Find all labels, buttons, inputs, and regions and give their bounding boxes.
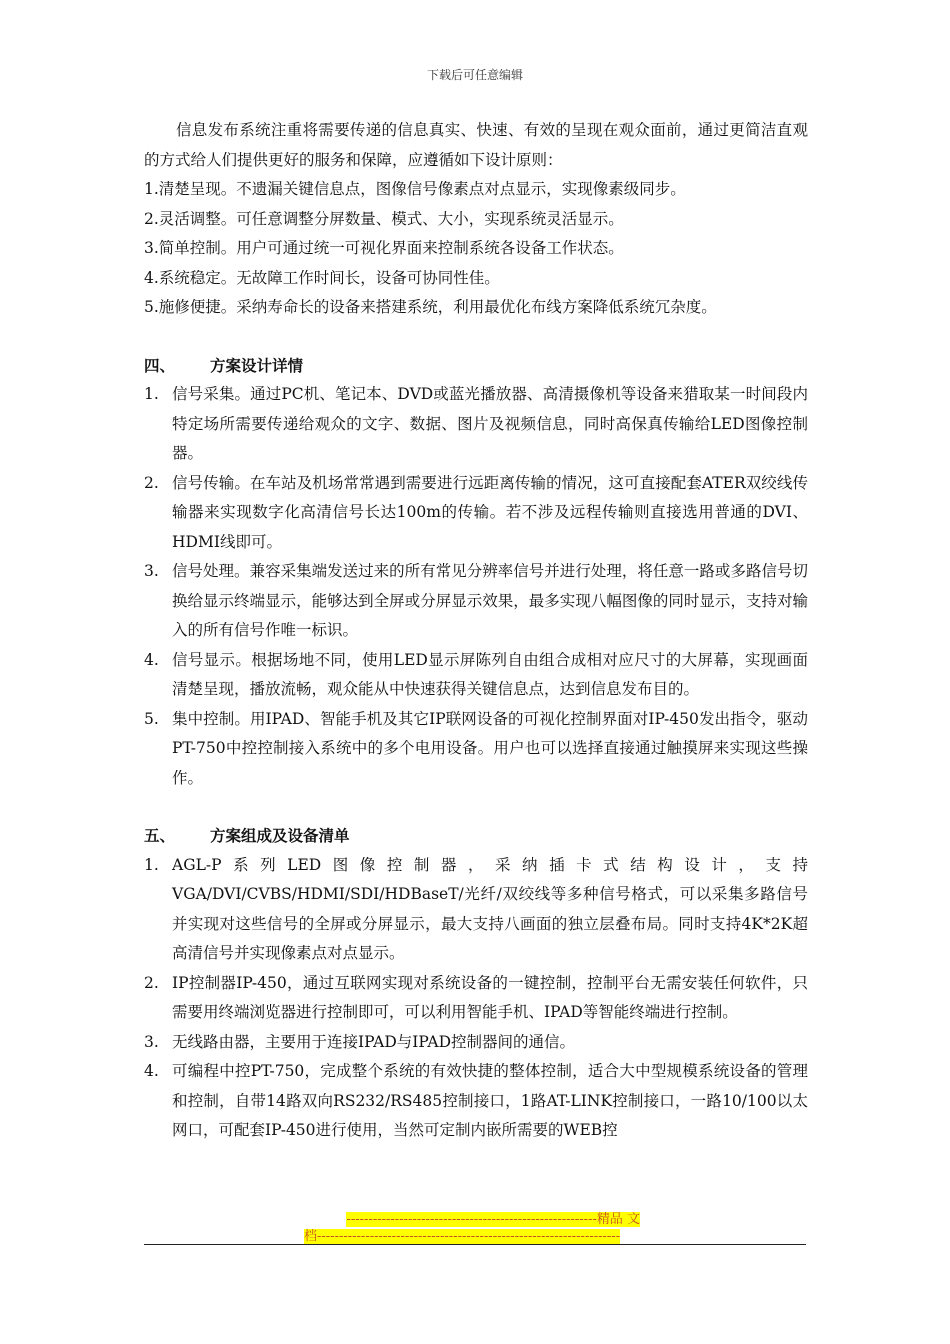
- section-list: [144, 380, 808, 793]
- list-item: [144, 705, 808, 794]
- list-index: 2.: [144, 473, 159, 492]
- list-index: 1.: [144, 385, 159, 403]
- section-number: 五、: [144, 826, 176, 845]
- list-item: [144, 380, 808, 469]
- section-title: 方案组成及设备清单: [210, 826, 350, 845]
- list-index: 3.: [144, 562, 159, 580]
- principle-item: 3.简单控制。用户可通过统一可视化界面来控制系统各设备工作状态。: [144, 239, 624, 257]
- list-item: [144, 469, 808, 558]
- section-number: 四、: [144, 355, 176, 375]
- list-item: [144, 646, 808, 705]
- list-index: 4.: [144, 1062, 159, 1080]
- document-body: [144, 116, 808, 1146]
- list-item: [144, 1057, 808, 1146]
- list-item: [144, 969, 808, 1028]
- section-heading: [144, 351, 808, 381]
- list-index: 1.: [144, 855, 159, 874]
- section-list: [144, 851, 808, 1146]
- list-text: 信号显示。根据场地不同，使用LED显示屏陈列自由组合成相对应尺寸的大屏幕，实现画面清楚呈现，播放流畅，观众能从中快速获得关键信息点，达到信息发布目的。: [172, 650, 808, 698]
- section-title: 方案设计详情: [210, 355, 304, 375]
- list-text: 信号采集。通过PC机、笔记本、DVD或蓝光播放器、高清摄像机等设备来猎取某一时间段内特定场所需要传递给观众的文字、数据、图片及视频信息，同时高保真传输给LED图像控制器。: [172, 385, 808, 462]
- list-item: [144, 1028, 808, 1058]
- section-heading: [144, 821, 808, 851]
- list-index: 5.: [144, 709, 159, 728]
- list-item: [144, 557, 808, 646]
- principle-item: 5.施修便捷。采纳寿命长的设备来搭建系统，利用最优化布线方案降低系统冗杂度。: [144, 298, 717, 316]
- footer-line: 档---------------------------------------------------------------------: [304, 1229, 621, 1244]
- list-text: 信号传输。在车站及机场常常遇到需要进行远距离传输的情况，这可直接配套ATER双绞线传输器来实现数字化高清信号长达100m的传输。若不涉及远程传输则直接选用普通的DVI、HDMI线即可。: [172, 473, 808, 551]
- list-index: 3.: [144, 1032, 159, 1051]
- principle-item: 4.系统稳定。无故障工作时间长，设备可协同性佳。: [144, 268, 500, 287]
- list-index: 2.: [144, 973, 159, 992]
- list-text: AGL-P系列LED图像控制器，采纳插卡式结构设计，支持VGA/DVI/CVBS/HDMI/SDI/HDBaseT/光纤/双绞线等多种信号格式，可以采集多路信号并实现对这些信号的全屏或分屏显示，最大支持八画面的独立层叠布局。同时支持4K*2K超高清信号并实现像素点对点显示。: [172, 855, 808, 962]
- list-index: 4.: [144, 650, 159, 669]
- principles-list: [144, 175, 808, 323]
- principle-item: 2.灵活调整。可任意调整分屏数量、模式、大小，实现系统灵活显示。: [144, 209, 624, 228]
- list-text: 集中控制。用IPAD、智能手机及其它IP联网设备的可视化控制界面对IP-450发出指令，驱动PT-750中控控制接入系统中的多个电用设备。用户也可以选择直接通过触摸屏来实现这些操作。: [172, 709, 808, 787]
- footer-rule: [144, 1244, 806, 1245]
- intro-paragraph: 信息发布系统注重将需要传递的信息真实、快速、有效的呈现在观众面前，通过更简洁直观的方式给人们提供更好的服务和保障，应遵循如下设计原则：: [144, 121, 808, 169]
- page-header: 下载后可任意编辑: [426, 68, 523, 82]
- list-text: 无线路由器，主要用于连接IPAD与IPAD控制器间的通信。: [172, 1032, 576, 1051]
- principle-item: 1.清楚呈现。不遗漏关键信息点，图像信号像素点对点显示，实现像素级同步。: [144, 180, 686, 198]
- list-text: 可编程中控PT-750，完成整个系统的有效快捷的整体控制，适合大中型规模系统设备的管理和控制，自带14路双向RS232/RS485控制接口，1路AT-LINK控制接口，一路10/100以太网口，可配套IP-450进行使用，当然可定制内嵌所需要的WEB控: [172, 1062, 808, 1139]
- list-text: 信号处理。兼容采集端发送过来的所有常见分辨率信号并进行处理，将任意一路或多路信号切换给显示终端显示，能够达到全屏或分屏显示效果，最多实现八幅图像的同时显示，支持对输入的所有信号作唯一标识。: [172, 562, 808, 639]
- list-item: [144, 851, 808, 969]
- list-text: IP控制器IP-450，通过互联网实现对系统设备的一键控制，控制平台无需安装任何软件，只需要用终端浏览器进行控制即可，可以利用智能手机、IPAD等智能终端进行控制。: [172, 973, 808, 1021]
- footer-line: ---------------------------------------------------------精品 文: [346, 1212, 640, 1227]
